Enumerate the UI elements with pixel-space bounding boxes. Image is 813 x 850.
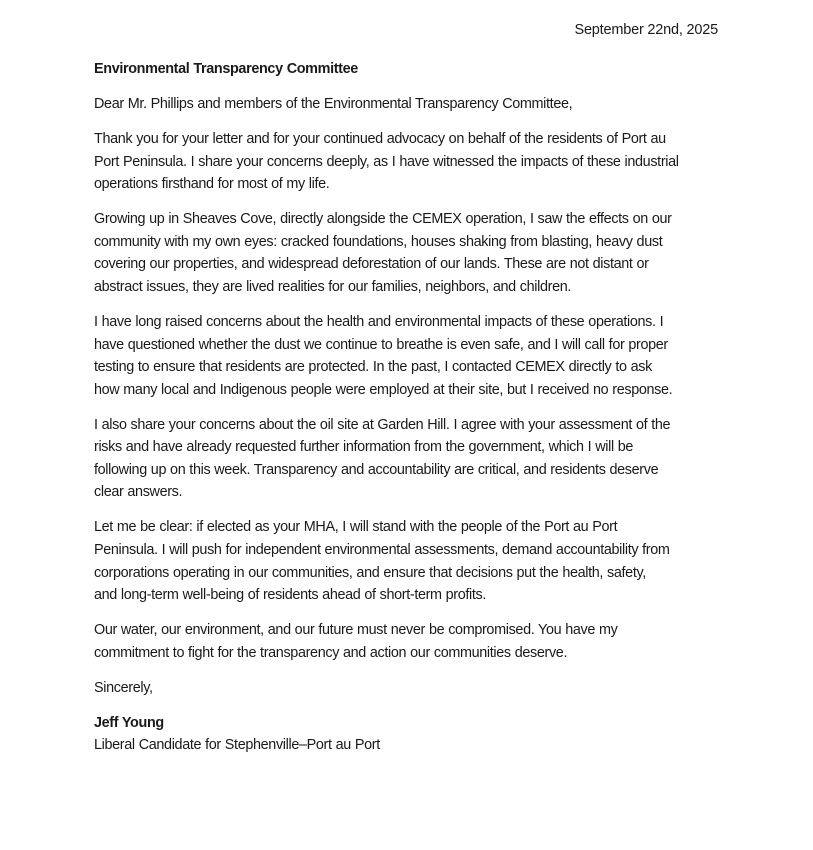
paragraph-line: following up on this week. Transparency and accountability are critical, and residents deserve [94, 461, 659, 478]
paragraph-line: Thank you for your letter and for your continued advocacy on behalf of the residents of Port au [94, 130, 666, 147]
paragraph-line: Port Peninsula. I share your concerns deeply, as I have witnessed the impacts of these industrial [94, 153, 679, 170]
paragraph-line: testing to ensure that residents are protected. In the past, I contacted CEMEX directly to ask [94, 359, 652, 376]
body-paragraph [94, 128, 734, 196]
paragraph-line: how many local and Indigenous people were employed at their site, but I received no response. [94, 381, 673, 398]
body-paragraph [94, 516, 734, 606]
paragraph-line: I have long raised concerns about the health and environmental impacts of these operations. I [94, 313, 664, 330]
letter-date: September 22nd, 2025 [574, 22, 718, 38]
paragraph-line: Let me be clear: if elected as your MHA, I will stand with the people of the Port au Port [94, 519, 618, 536]
letter-recipient: Environmental Transparency Committee [94, 61, 358, 77]
letter-salutation: Dear Mr. Phillips and members of the Environmental Transparency Committee, [94, 95, 573, 112]
paragraph-line: Our water, our environment, and our future must never be compromised. You have my [94, 622, 618, 639]
paragraph-line: abstract issues, they are lived realities for our families, neighbors, and children. [94, 278, 572, 295]
body-paragraph [94, 311, 734, 401]
body-paragraph [94, 619, 734, 664]
paragraph-line: operations firsthand for most of my life. [94, 176, 330, 193]
letter-body [94, 58, 734, 757]
paragraph-line: have questioned whether the dust we continue to breathe is even safe, and I will call for proper [94, 336, 668, 353]
paragraph-line: commitment to fight for the transparency and action our communities deserve. [94, 644, 568, 661]
paragraph-line: corporations operating in our communities, and ensure that decisions put the health, safety, [94, 564, 646, 581]
signature-title: Liberal Candidate for Stephenville–Port au Port [94, 737, 380, 754]
body-paragraph [94, 414, 734, 504]
body-paragraph [94, 208, 734, 298]
paragraph-line: community with my own eyes: cracked foundations, houses shaking from blasting, heavy dust [94, 233, 663, 250]
paragraph-line: covering our properties, and widespread deforestation of our lands. These are not distant or [94, 256, 649, 273]
paragraph-line: I also share your concerns about the oil site at Garden Hill. I agree with your assessment of the [94, 416, 671, 433]
paragraph-line: Peninsula. I will push for independent environmental assessments, demand accountability from [94, 542, 670, 559]
paragraph-line: clear answers. [94, 484, 183, 501]
paragraph-line: and long-term well-being of residents ahead of short-term profits. [94, 587, 487, 604]
paragraph-line: Growing up in Sheaves Cove, directly alongside the CEMEX operation, I saw the effects on our [94, 211, 672, 228]
letter-closing: Sincerely, [94, 679, 153, 696]
paragraph-line: risks and have already requested further information from the government, which I will be [94, 439, 634, 456]
signature-name: Jeff Young [94, 714, 164, 731]
